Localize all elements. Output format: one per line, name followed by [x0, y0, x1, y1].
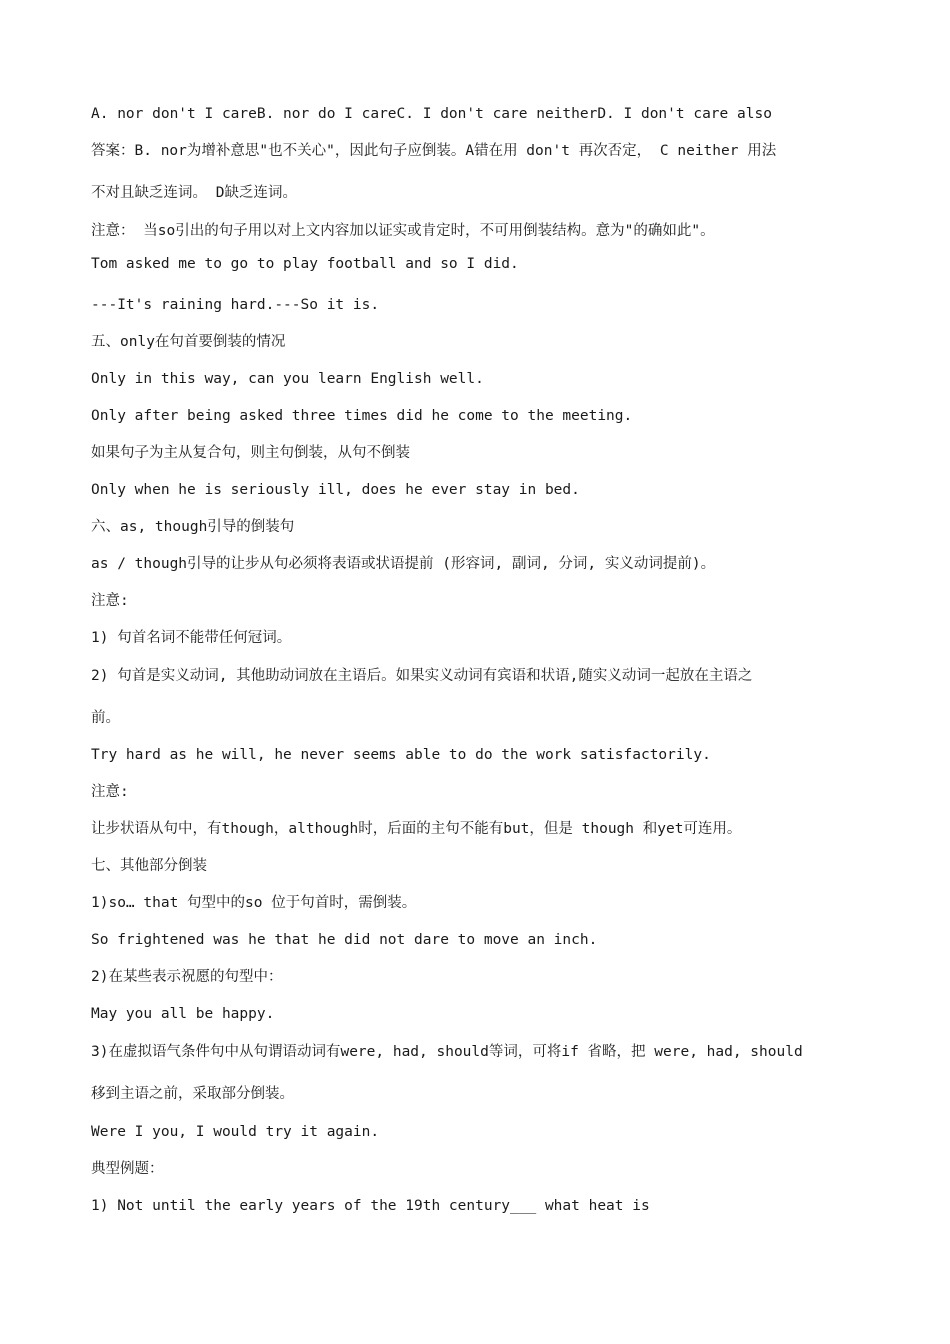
text-line: 移到主语之前，采取部分倒装。	[91, 1086, 294, 1102]
text-line: 1) 句首名词不能带任何冠词。	[91, 630, 292, 646]
text-line: as / though引导的让步从句必须将表语或状语提前 (形容词, 副词, 分词, 实义动词提前)。	[91, 556, 716, 572]
text-line: 典型例题：	[91, 1161, 164, 1177]
text-line: 1)so… that 句型中的so 位于句首时，需倒装。	[91, 895, 417, 911]
text-line: 让步状语从句中，有though，although时，后面的主句不能有but，但是 though 和yet可连用。	[91, 821, 742, 837]
text-line: 1) Not until the early years of the 19th century___ what heat is	[91, 1198, 650, 1214]
text-line: Tom asked me to go to play football and so I did.	[91, 256, 519, 272]
section-heading: 六、as, though引导的倒装句	[91, 519, 295, 535]
text-line: 2) 句首是实义动词, 其他助动词放在主语后。如果实义动词有宾语和状语,随实义动词一起放在主语之	[91, 668, 753, 684]
section-heading: 五、only在句首要倒装的情况	[91, 334, 286, 350]
text-line: Only when he is seriously ill, does he ever stay in bed.	[91, 482, 580, 498]
text-line: 不对且缺乏连词。 D缺乏连词。	[91, 185, 297, 201]
text-line: 前。	[91, 710, 120, 726]
text-line: 注意:	[91, 784, 129, 800]
text-line: 2)在某些表示祝愿的句型中：	[91, 969, 283, 985]
text-line: Only in this way, can you learn English well.	[91, 371, 484, 387]
text-line: Were I you, I would try it again.	[91, 1124, 380, 1140]
text-line: May you all be happy.	[91, 1006, 275, 1022]
section-heading: 七、其他部分倒装	[91, 858, 207, 874]
text-line: Try hard as he will, he never seems able to do the work satisfactorily.	[91, 747, 711, 763]
text-line: 注意:	[91, 593, 129, 609]
text-line: So frightened was he that he did not dare to move an inch.	[91, 932, 598, 948]
text-line: 注意： 当so引出的句子用以对上文内容加以证实或肯定时，不可用倒装结构。意为"的确如此"。	[91, 223, 715, 239]
text-line: Only after being asked three times did he come to the meeting.	[91, 408, 633, 424]
text-line: 如果句子为主从复合句，则主句倒装，从句不倒装	[91, 445, 410, 461]
text-line: 答案：B. nor为增补意思"也不关心"，因此句子应倒装。A错在用 don't 再次否定， C neither 用法	[91, 143, 777, 159]
text-line: ---It's raining hard.---So it is.	[91, 297, 380, 313]
text-line: A. nor don't I careB. nor do I careC. I don't care neitherD. I don't care also	[91, 106, 772, 122]
text-line: 3)在虚拟语气条件句中从句谓语动词有were, had, should等词，可将if 省略，把 were, had, should	[91, 1044, 803, 1060]
